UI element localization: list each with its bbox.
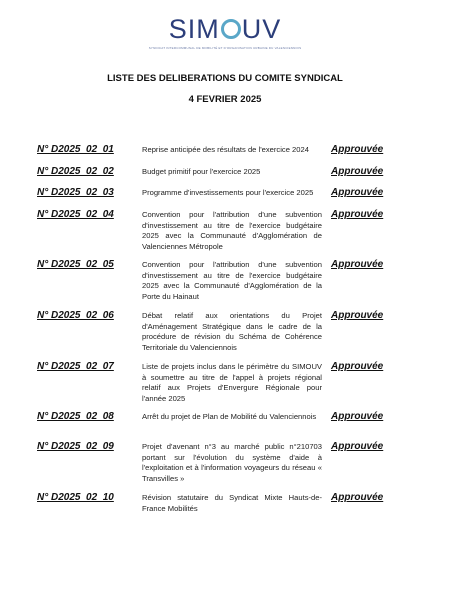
logo-suffix: UV xyxy=(241,14,282,44)
logo-tagline: SYNDICAT INTERCOMMUNAL DE MOBILITÉ ET D'ORGANISATION URBAINE DU VALENCIENNOIS xyxy=(148,46,302,50)
deliberation-number: N° D2025_02_09 xyxy=(37,441,114,452)
deliberation-subject: Révision statutaire du Syndicat Mixte Hauts-de-France Mobilités xyxy=(142,493,322,513)
deliberation-subject: Reprise anticipée des résultats de l'exercice 2024 xyxy=(142,145,309,154)
deliberation-status: Approuvée xyxy=(331,310,384,321)
deliberation-subject: Convention pour l'attribution d'une subvention d'investissement au titre de l'exercice budgétaire 2025 avec la Communauté d'Agglomération de la Porte du Hainaut xyxy=(142,260,322,302)
document-title: LISTE DES DELIBERATIONS DU COMITE SYNDICAL xyxy=(107,73,343,84)
deliberation-subject: Programme d'investissements pour l'exercice 2025 xyxy=(142,188,314,197)
deliberation-subject: Arrêt du projet de Plan de Mobilité du Valenciennois xyxy=(142,412,317,421)
deliberation-status: Approuvée xyxy=(331,209,384,220)
deliberation-subject: Budget primitif pour l'exercice 2025 xyxy=(142,167,261,176)
document-date: 4 FEVRIER 2025 xyxy=(188,94,262,105)
deliberation-subject: Projet d'avenant n°3 au marché public n°210703 portant sur l'évolution du système d'aide à l'exploitation et à l'information voyageurs du réseau « Transvilles » xyxy=(142,442,322,484)
deliberation-number: N° D2025_02_03 xyxy=(37,187,114,198)
deliberation-number: N° D2025_02_02 xyxy=(37,166,114,177)
logo-ring-icon xyxy=(221,19,241,39)
deliberation-subject: Convention pour l'attribution d'une subvention d'investissement au titre de l'exercice budgétaire 2025 avec la Communauté d'Agglomération de Valenciennes Métropole xyxy=(142,210,322,252)
deliberation-status: Approuvée xyxy=(331,144,384,155)
logo-prefix: SIM xyxy=(168,14,220,44)
deliberation-subject: Débat relatif aux orientations du Projet d'Aménagement Stratégique dans le cadre de la procédure de révision du Schéma de Cohérence Territoriale du Valenciennois xyxy=(142,311,322,353)
deliberation-number: N° D2025_02_05 xyxy=(37,259,114,270)
deliberation-subject: Liste de projets inclus dans le périmètre du SIMOUV à soumettre au titre de l'appel à projets régional relatif aux Projets d'Envergure Régionale pour l'année 2025 xyxy=(142,362,322,404)
logo-wordmark xyxy=(169,14,282,44)
deliberation-status: Approuvée xyxy=(331,411,384,422)
simouv-logo xyxy=(0,14,450,50)
deliberation-number: N° D2025_02_01 xyxy=(37,144,114,155)
deliberation-status: Approuvée xyxy=(331,166,384,177)
deliberation-number: N° D2025_02_10 xyxy=(37,492,114,503)
deliberation-number: N° D2025_02_08 xyxy=(37,411,114,422)
deliberation-status: Approuvée xyxy=(331,441,384,452)
deliberation-number: N° D2025_02_04 xyxy=(37,209,114,220)
deliberation-status: Approuvée xyxy=(331,259,384,270)
deliberation-number: N° D2025_02_06 xyxy=(37,310,114,321)
deliberation-number: N° D2025_02_07 xyxy=(37,361,114,372)
deliberation-status: Approuvée xyxy=(331,361,384,372)
deliberation-status: Approuvée xyxy=(331,187,384,198)
deliberation-status: Approuvée xyxy=(331,492,384,503)
